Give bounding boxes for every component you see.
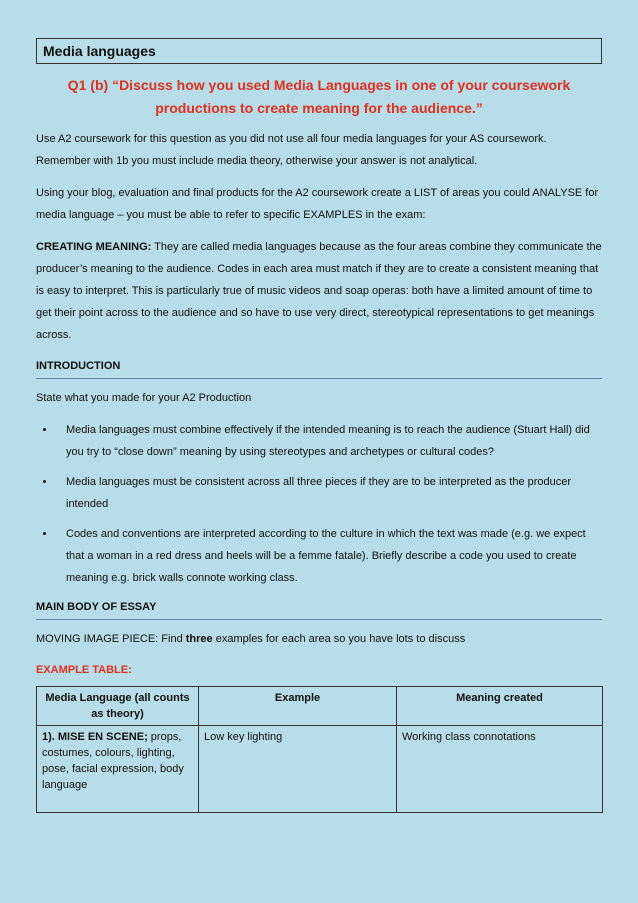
document-title: Media languages	[36, 38, 602, 64]
emphasis-three: three	[185, 633, 213, 645]
list-paragraph: Using your blog, evaluation and final products for the A2 coursework create a LIST of areas you could ANALYSE for media language – you must be able to refer to specific EXAMPLES in the exam:	[36, 187, 599, 221]
bullet-item: • Media languages must combine effectively if the intended meaning is to reach the audience (Stuart Hall) did you try to “close down” meaning by using stereotypes and archetypes or cultural codes?	[56, 419, 602, 463]
example-table	[36, 686, 603, 813]
intro-paragraph: Use A2 coursework for this question as you did not use all four media languages for your AS coursework. Remember with 1b you must include media theory, otherwise your answer is not analytical.	[36, 133, 547, 167]
table-header-cell: Example	[199, 687, 397, 726]
document-page	[36, 38, 602, 813]
creating-meaning-label: CREATING MEANING:	[36, 241, 152, 253]
creating-meaning-paragraph	[36, 236, 602, 346]
table-cell-example: Low key lighting	[199, 726, 397, 813]
introduction-bullet-list	[36, 419, 602, 589]
moving-image-text: MOVING IMAGE PIECE: Find	[36, 633, 186, 645]
table-header-cell: Media Language (all counts as theory)	[37, 687, 199, 726]
table-header-cell: Meaning created	[397, 687, 603, 726]
bullet-item: • Media languages must be consistent across all three pieces if they are to be interpreted as the producer intended	[56, 471, 602, 515]
creating-meaning-text: They are called media languages because as the four areas combine they communicate the producer’s meaning to the audience. Codes in each area must match if they are to create a consistent meaning that is easy to interpret. This is particularly true of music videos and soap operas: both have a limited amount of time to get their point across to the audience and so have to use very direct, stereotypical representations to get meanings across.	[36, 241, 602, 341]
language-details: props, costumes, colours, lighting, pose, facial expression, body language	[42, 731, 184, 791]
moving-image-paragraph	[36, 628, 602, 650]
example-table-label: EXAMPLE TABLE:	[36, 664, 132, 676]
table-cell-meaning: Working class connotations	[397, 726, 603, 813]
introduction-heading: INTRODUCTION	[36, 356, 602, 379]
exam-question: Q1 (b) “Discuss how you used Media Languages in one of your coursework productions to create meaning for the audience.”	[67, 77, 571, 116]
language-name: 1). MISE EN SCENE;	[42, 731, 148, 743]
moving-image-text-end: examples for each area so you have lots to discuss	[212, 633, 466, 645]
main-body-heading: MAIN BODY OF ESSAY	[36, 597, 602, 620]
table-cell-language	[37, 726, 199, 813]
bullet-item: • Codes and conventions are interpreted according to the culture in which the text was made (e.g. we expect that a woman in a red dress and heels will be a femme fatale). Briefly describe a code you used to create meaning e.g. brick walls connote working class.	[56, 523, 602, 589]
table-header-row	[37, 687, 603, 726]
introduction-text: State what you made for your A2 Production	[36, 392, 252, 404]
table-row	[37, 726, 603, 813]
